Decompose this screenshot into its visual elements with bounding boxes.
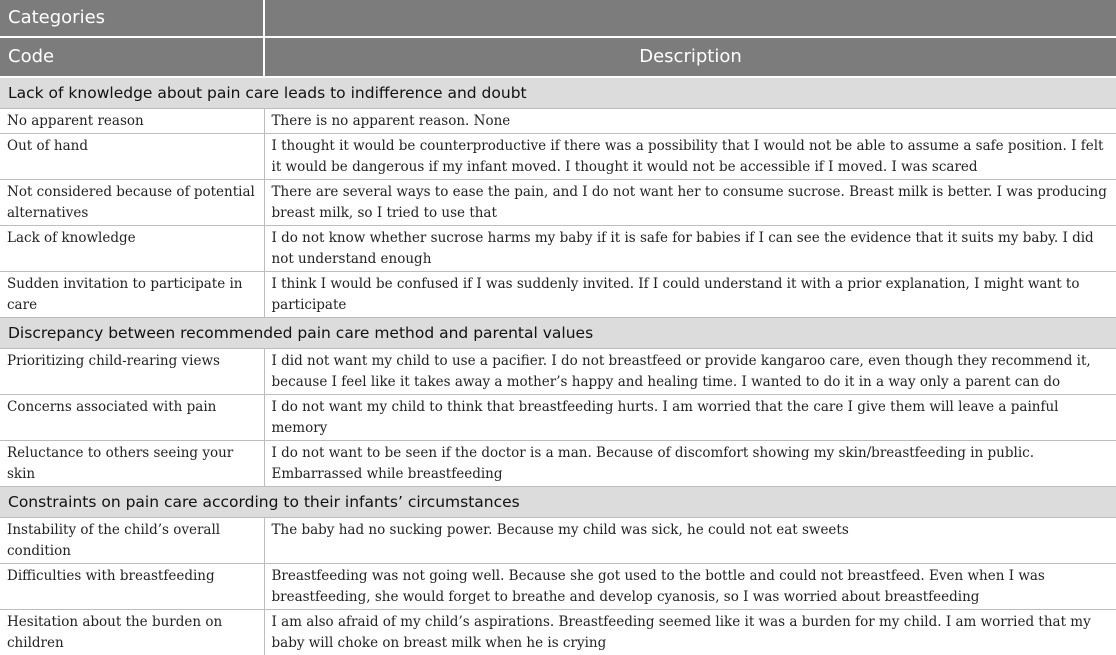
code-cell: Hesitation about the burden on children [0, 610, 264, 655]
table-row [0, 518, 1116, 564]
header-row-columns [0, 37, 1116, 77]
table-row [0, 349, 1116, 395]
code-cell: Concerns associated with pain [0, 395, 264, 441]
description-cell: I am also afraid of my child’s aspirations. Breastfeeding seemed like it was a burden for my child. I am worried that my baby will choke on breast milk when he is crying [264, 610, 1116, 655]
table-row [0, 226, 1116, 272]
category-row [0, 487, 1116, 518]
code-cell: Difficulties with breastfeeding [0, 564, 264, 610]
table-row [0, 109, 1116, 134]
description-cell: I think I would be confused if I was suddenly invited. If I could understand it with a prior explanation, I might want to participate [264, 272, 1116, 318]
code-cell: Reluctance to others seeing your skin [0, 441, 264, 487]
category-row [0, 77, 1116, 109]
code-cell: No apparent reason [0, 109, 264, 134]
code-cell: Not considered because of potential alternatives [0, 180, 264, 226]
category-title: Discrepancy between recommended pain care method and parental values [0, 318, 1116, 349]
categories-header-empty [264, 0, 1116, 37]
table-row [0, 272, 1116, 318]
description-cell: I do not want my child to think that breastfeeding hurts. I am worried that the care I give them will leave a painful memory [264, 395, 1116, 441]
description-cell: There are several ways to ease the pain, and I do not want her to consume sucrose. Breast milk is better. I was producing breast milk, so I tried to use that [264, 180, 1116, 226]
description-cell: I do not want to be seen if the doctor is a man. Because of discomfort showing my skin/breastfeeding in public. Embarrassed while breastfeeding [264, 441, 1116, 487]
code-column-header: Code [0, 37, 264, 77]
description-cell: I thought it would be counterproductive if there was a possibility that I would not be able to assume a safe position. I felt it would be dangerous if my infant moved. I thought it would not be accessible if I moved. I was scared [264, 134, 1116, 180]
header-row-categories [0, 0, 1116, 37]
description-column-header: Description [264, 37, 1116, 77]
category-row [0, 318, 1116, 349]
description-cell: The baby had no sucking power. Because my child was sick, he could not eat sweets [264, 518, 1116, 564]
table-row [0, 395, 1116, 441]
code-cell: Instability of the child’s overall condition [0, 518, 264, 564]
table-row [0, 610, 1116, 655]
code-cell: Sudden invitation to participate in care [0, 272, 264, 318]
code-cell: Lack of knowledge [0, 226, 264, 272]
code-cell: Out of hand [0, 134, 264, 180]
category-title: Lack of knowledge about pain care leads to indifference and doubt [0, 77, 1116, 109]
description-cell: I do not know whether sucrose harms my baby if it is safe for babies if I can see the evidence that it suits my baby. I did not understand enough [264, 226, 1116, 272]
table-row [0, 180, 1116, 226]
table-row [0, 564, 1116, 610]
description-cell: Breastfeeding was not going well. Because she got used to the bottle and could not breastfeed. Even when I was breastfeeding, she would forget to breathe and develop cyanosis, so I was worried about breastfeeding [264, 564, 1116, 610]
table-row [0, 134, 1116, 180]
table-row [0, 441, 1116, 487]
description-cell: I did not want my child to use a pacifier. I do not breastfeed or provide kangaroo care, even though they recommend it, because I feel like it takes away a mother’s happy and healing time. I wanted to do it in a way only a parent can do [264, 349, 1116, 395]
categories-header: Categories [0, 0, 264, 37]
description-cell: There is no apparent reason. None [264, 109, 1116, 134]
code-cell: Prioritizing child-rearing views [0, 349, 264, 395]
category-title: Constraints on pain care according to their infants’ circumstances [0, 487, 1116, 518]
